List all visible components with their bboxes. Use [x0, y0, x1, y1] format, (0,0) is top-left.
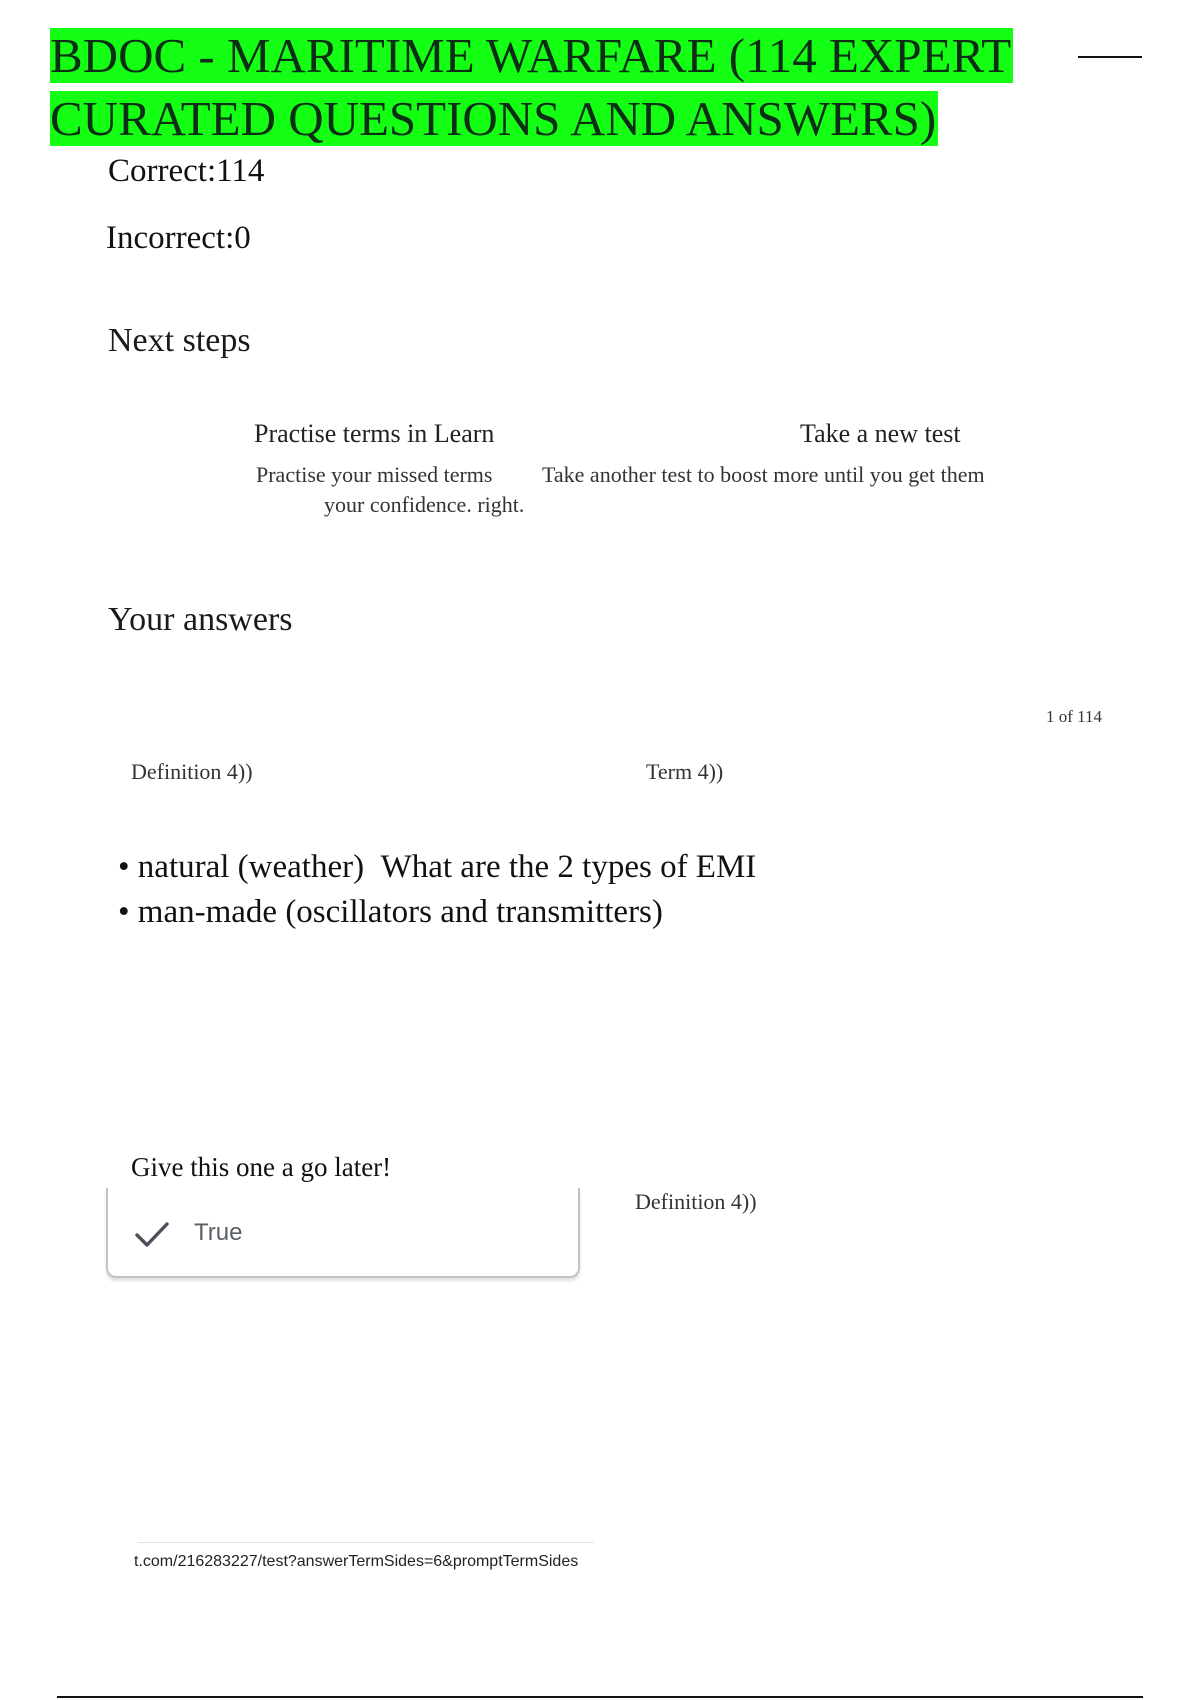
learn-card-desc-2: your confidence. right. — [324, 492, 525, 517]
correct-count: Correct:114 — [108, 153, 265, 189]
definition-bullet: • natural (weather) — [118, 849, 365, 885]
learn-card-title[interactable]: Practise terms in Learn — [254, 419, 495, 448]
title-highlight: BDOC - MARITIME WARFARE (114 EXPERT — [50, 28, 1012, 83]
new-test-card-desc: Take another test to boost more until you get them — [542, 462, 985, 487]
second-definition-header: Definition 4)) — [635, 1189, 757, 1214]
next-steps-heading: Next steps — [108, 322, 251, 359]
definition-bullet: • man-made (oscillators and transmitters) — [118, 894, 663, 930]
learn-card-desc-1: Practise your missed terms — [256, 462, 493, 487]
term-text: What are the 2 types of EMI — [380, 849, 757, 885]
title-rule — [1078, 56, 1142, 58]
new-test-card-title[interactable]: Take a new test — [800, 419, 961, 448]
feedback-text: Give this one a go later! — [131, 1152, 392, 1182]
checkmark-icon — [134, 1220, 170, 1250]
document-title-line-2 — [50, 90, 938, 148]
definition-list — [118, 845, 756, 935]
answer-choice-true[interactable] — [106, 1188, 580, 1278]
list-item — [118, 845, 756, 890]
term-header: Term 4)) — [646, 759, 724, 784]
url-divider — [138, 1542, 594, 1543]
question-counter: 1 of 114 — [1046, 707, 1103, 726]
definition-header: Definition 4)) — [131, 759, 253, 784]
document-title-line-1 — [50, 27, 1013, 85]
list-item — [118, 890, 756, 935]
choice-label: True — [194, 1219, 243, 1246]
your-answers-heading: Your answers — [108, 601, 293, 638]
page-bottom-rule — [57, 1696, 1143, 1698]
page-url: t.com/216283227/test?answerTermSides=6&promptTermSides — [134, 1553, 579, 1570]
title-highlight: CURATED QUESTIONS AND ANSWERS) — [50, 91, 937, 146]
incorrect-count: Incorrect:0 — [106, 220, 251, 256]
